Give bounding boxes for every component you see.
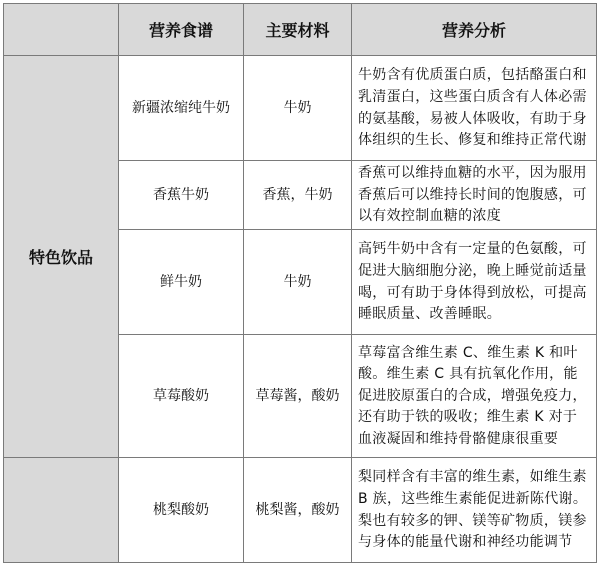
recipe-name: 新疆浓缩纯牛奶 [119,56,244,161]
header-recipe: 营养食谱 [119,4,244,56]
nutrition-table [3,3,597,563]
recipe-analysis: 高钙牛奶中含有一定量的色氨酸，可促进大脑细胞分泌，晚上睡觉前适量喝，可有助于身体得到放松，可提高睡眠质量、改善睡眠。 [352,230,597,335]
recipe-analysis: 草莓富含维生素 C、维生素 K 和叶酸。维生素 C 具有抗氧化作用，能促进胶原蛋白的合成，增强免疫力，还有助于铁的吸收；维生素 K 对于血液凝固和维持骨骼健康很重要 [352,335,597,458]
recipe-analysis: 牛奶含有优质蛋白质，包括酪蛋白和乳清蛋白，这些蛋白质含有人体必需的氨基酸，易被人体吸收，有助于身体组织的生长、修复和维持正常代谢 [352,56,597,161]
recipe-analysis: 梨同样含有丰富的维生素，如维生素 B 族，这些维生素能促进新陈代谢。梨也有较多的钾、镁等矿物质，镁参与身体的能量代谢和神经功能调节 [352,458,597,563]
recipe-name: 鲜牛奶 [119,230,244,335]
recipe-material: 草莓酱，酸奶 [244,335,352,458]
recipe-name: 香蕉牛奶 [119,161,244,230]
category-cell-empty [4,458,119,563]
header-analysis: 营养分析 [352,4,597,56]
recipe-material: 香蕉，牛奶 [244,161,352,230]
table-row [4,56,597,161]
recipe-name: 草莓酸奶 [119,335,244,458]
recipe-material: 桃梨酱，酸奶 [244,458,352,563]
recipe-material: 牛奶 [244,56,352,161]
category-cell: 特色饮品 [4,56,119,458]
header-material: 主要材料 [244,4,352,56]
recipe-material: 牛奶 [244,230,352,335]
recipe-name: 桃梨酸奶 [119,458,244,563]
recipe-analysis: 香蕉可以维持血糖的水平，因为服用香蕉后可以维持长时间的饱腹感，可以有效控制血糖的浓度 [352,161,597,230]
table-row [4,458,597,563]
header-row [4,4,597,56]
header-corner [4,4,119,56]
